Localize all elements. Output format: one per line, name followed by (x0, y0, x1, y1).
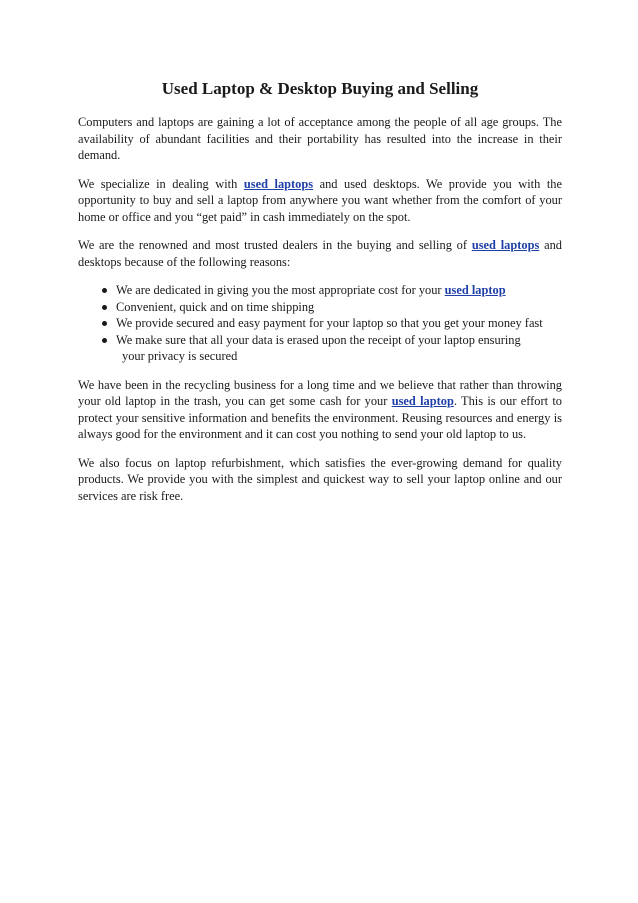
used-laptops-link[interactable]: used laptops (471, 238, 540, 252)
list-item-text: We are dedicated in giving you the most appropriate cost for your (116, 283, 445, 297)
used-laptop-link[interactable]: used laptop (444, 283, 506, 297)
paragraph-text: We specialize in dealing with (78, 176, 244, 191)
bullet-icon (102, 288, 107, 293)
paragraph-reasons-intro (78, 237, 562, 270)
paragraph-refurbishment: We also focus on laptop refurbishment, which satisfies the ever-growing demand for quality products. We provide you with the simplest and quickest way to sell your laptop online and our services are risk free. (78, 455, 562, 503)
paragraph-text: . This is our effort to protect your sensitive information and benefits the environment. Reusing resources and energy is always good for the environment and it can cost you nothing to send your old laptop to us. (78, 394, 562, 441)
paragraph-text: and desktops because of the following reasons: (78, 238, 562, 269)
list-item-text: We make sure that all your data is erased upon the receipt of your laptop ensuring (116, 332, 521, 347)
list-item-text: We provide secured and easy payment for your laptop so that you get your money fast (116, 316, 543, 330)
bullet-icon (102, 305, 107, 310)
used-laptops-link[interactable]: used laptops (243, 176, 314, 191)
list-item-text-continued: your privacy is secured (122, 349, 238, 363)
list-item (78, 332, 562, 365)
document-title: Used Laptop & Desktop Buying and Selling (161, 79, 479, 98)
paragraph-specialize (78, 176, 562, 226)
paragraph-intro: Computers and laptops are gaining a lot of acceptance among the people of all age groups. The availability of abundant facilities and their portability has resulted into the increase in their demand. (78, 115, 562, 162)
used-laptop-link[interactable]: used laptop (391, 394, 454, 408)
reasons-list (78, 282, 562, 365)
list-item (78, 282, 562, 299)
bullet-icon (102, 321, 107, 326)
list-item (78, 315, 562, 332)
list-item-text: Convenient, quick and on time shipping (116, 299, 315, 314)
paragraph-text: We have been in the recycling business for a long time and we believe that rather than throwing your old laptop in the trash, you can get some cash for your (78, 377, 562, 408)
paragraph-recycling (78, 377, 562, 443)
document-page (78, 78, 562, 516)
paragraph-text: We are the renowned and most trusted dealers in the buying and selling of (78, 238, 472, 252)
paragraph-text: and used desktops. We provide you with the opportunity to buy and sell a laptop from anywhere you want whether from the comfort of your home or office and you “get paid” in cash immediately on the spot. (78, 176, 562, 224)
list-item (78, 299, 562, 316)
bullet-icon (102, 338, 107, 343)
